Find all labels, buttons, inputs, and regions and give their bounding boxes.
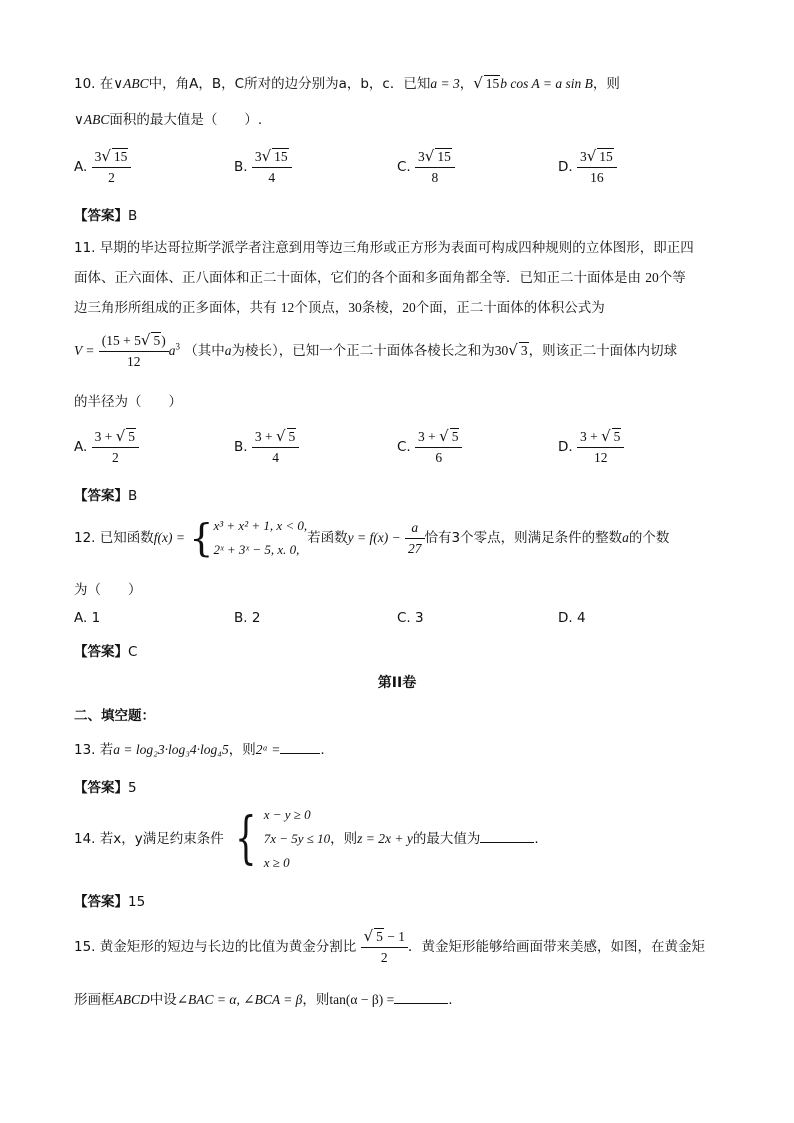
q12-case: x³ + x² + 1, x < 0, (213, 518, 308, 533)
q13-text: . (320, 742, 325, 758)
q13-expression: a = log₂3·log₃4·log₄5 (113, 742, 229, 757)
q14-constraint: x − y ≥ 0 (263, 807, 311, 822)
q12-line1 (74, 514, 669, 562)
q11-text: 边三角形所组成的正多面体，共有 (74, 300, 277, 316)
q11-text: 个面，正二十面体的体积公式为 (415, 300, 605, 316)
q11-text: 条棱， (361, 300, 403, 316)
q11-variable: a (224, 343, 232, 358)
q12-variable: a (622, 530, 629, 545)
option-fraction: $\frac{3√ 15}{8}$ (415, 146, 455, 188)
q15-text: 中设 (149, 992, 177, 1008)
q10-answer (74, 204, 137, 224)
q12-option-c[interactable]: C. 3 (397, 610, 424, 626)
q11-option-a[interactable] (74, 426, 139, 468)
answer-value: B (128, 488, 138, 504)
option-label: B. (234, 159, 248, 175)
q10-condition: a = 3 (430, 76, 460, 91)
q11-text: 为棱长），已知一个正二十面体各棱长之和为 (231, 343, 495, 359)
option-fraction: $\frac{3√ 15}{2}$ (92, 146, 132, 188)
q11-line2 (74, 266, 686, 286)
q12-text: 为（ ） (74, 582, 142, 598)
answer-value: 5 (128, 780, 137, 796)
q12-function: f(x) = (153, 530, 185, 545)
option-label: B. (234, 439, 248, 455)
q11-text: 的半径为（ ） (74, 394, 182, 410)
q14-answer (74, 890, 145, 910)
sqrt-icon: √ (508, 341, 518, 359)
q15-text: ，则 (302, 992, 330, 1008)
q10-text: 在 (99, 76, 114, 92)
sqrt-icon: √ (473, 74, 483, 92)
q12-text: 若函数 (307, 530, 348, 546)
q12-fraction: $\frac{a}{27}$ (405, 518, 425, 559)
option-fraction: $\frac{3 + √ 5}{6}$ (415, 426, 462, 468)
q15-text: 形画框 (74, 992, 115, 1008)
q11-line3 (74, 296, 605, 316)
option-fraction: $\frac{3√ 15}{4}$ (252, 146, 292, 188)
q10-line1 (74, 72, 620, 92)
option-label: A. (74, 439, 88, 455)
answer-blank[interactable] (480, 830, 534, 843)
q15-line2 (74, 988, 452, 1008)
left-brace-icon: { (235, 806, 257, 871)
option-fraction: $\frac{3 + √ 5}{4}$ (252, 426, 299, 468)
q10-triangle: ∨ABC (113, 76, 149, 91)
q10-text: 面积的最大值是（ ）. (109, 112, 263, 128)
q14-number: 14. (74, 831, 96, 847)
q11-number-value: 20 (402, 300, 416, 315)
answer-tag: 【答案】 (74, 208, 128, 224)
q13-text: 若 (99, 742, 114, 758)
q14-text: . (534, 831, 539, 847)
answer-tag: 【答案】 (74, 488, 128, 504)
q10-condition: b cos A = a sin B (500, 76, 593, 91)
q11-answer (74, 484, 137, 504)
q13-number: 13. (74, 742, 96, 758)
answer-blank[interactable] (394, 991, 448, 1004)
q12-answer (74, 640, 137, 660)
q11-text: 个顶点， (294, 300, 349, 316)
answer-tag: 【答案】 (74, 894, 128, 910)
q14-constraint: 7x − 5y ≤ 10 (263, 831, 331, 846)
q15-text: . (448, 992, 453, 1008)
golden-ratio-fraction: $\frac{√ 5 - 1}{2}$ (361, 926, 408, 968)
volume-formula: V = (74, 343, 95, 358)
q12-case: 2ˣ + 3ˣ − 5, x. 0, (213, 542, 300, 557)
volume-fraction: $\frac{(15 + 5√ 5)}{12}$ (99, 330, 169, 372)
q12-text: 恰有3个零点，则满足条件的整数 (424, 530, 623, 546)
answer-value: C (128, 644, 138, 660)
option-label: D. (558, 159, 573, 175)
q14-text: 的最大值为 (412, 831, 481, 847)
q12-option-b[interactable]: B. 2 (234, 610, 261, 626)
q12-piecewise (213, 514, 307, 562)
option-fraction: $\frac{3 + √ 5}{12}$ (577, 426, 624, 468)
q12-line2 (74, 578, 142, 598)
q14-text: 若x，y满足约束条件 (99, 831, 224, 847)
left-brace-icon: { (189, 516, 214, 560)
q11-formula-line (74, 330, 677, 372)
q13-expression: 2ᵃ = (255, 742, 281, 757)
q14-text: ，则 (330, 831, 358, 847)
q11-sum: 30 (494, 343, 509, 358)
section-title: 第II卷 (377, 675, 417, 691)
q15-number: 15. (74, 939, 96, 955)
q12-option-d[interactable]: D. 4 (558, 610, 586, 626)
answer-value: 15 (128, 894, 146, 910)
q11-option-b[interactable] (234, 426, 299, 468)
option-label: C. (397, 159, 411, 175)
q13-text: ，则 (228, 742, 256, 758)
q10-option-a[interactable] (74, 146, 131, 188)
q10-number: 10. (74, 76, 96, 92)
option-label: D. (558, 439, 573, 455)
option-label: C. (397, 439, 411, 455)
q11-number-value: 12 (280, 300, 295, 315)
q11-number-value: 20 (645, 270, 659, 285)
q10-triangle: ∨ABC (74, 112, 110, 127)
q11-option-c[interactable] (397, 426, 462, 468)
q12-text: 的个数 (628, 530, 670, 546)
q10-option-b[interactable] (234, 146, 292, 188)
q13-answer (74, 776, 137, 796)
answer-tag: 【答案】 (74, 644, 128, 660)
q10-line2 (74, 108, 262, 128)
q10-radicand: 15 (485, 76, 500, 91)
q11-text: 个等 (658, 270, 686, 286)
q14-expression: z = 2x + y (357, 831, 413, 846)
q10-text: 中，角A，B，C所对的边分别为a，b，c．已知 (148, 76, 431, 92)
volume-variable: a (168, 343, 176, 358)
q14-constraint: x ≥ 0 (263, 855, 290, 870)
answer-blank[interactable] (280, 741, 320, 754)
q12-function: y = f(x) − (347, 530, 401, 545)
q11-line1 (74, 236, 694, 256)
q10-option-d[interactable] (558, 146, 617, 188)
q10-option-c[interactable] (397, 146, 455, 188)
q10-text: ，则 (592, 76, 620, 92)
q15-expression: tan(α − β) = (329, 992, 395, 1007)
q12-text: 已知函数 (99, 530, 154, 546)
answer-tag: 【答案】 (74, 780, 128, 796)
q11-text: （其中 (184, 343, 225, 359)
option-fraction: $\frac{3√ 15}{16}$ (577, 146, 617, 188)
q11-number: 11. (74, 240, 96, 256)
q10-sep: ， (459, 76, 474, 92)
q14-line (74, 803, 539, 875)
q15-angles: ∠BAC = α, ∠BCA = β (176, 992, 303, 1007)
q13-line (74, 738, 325, 758)
section-heading: 二、填空题： (74, 708, 155, 724)
q11-line5 (74, 390, 182, 410)
q12-number: 12. (74, 530, 96, 546)
option-fraction: $\frac{3 + √ 5}{2}$ (92, 426, 139, 468)
q15-rectangle: ABCD (114, 992, 150, 1007)
q15-line1 (74, 926, 705, 968)
q12-option-a[interactable]: A. 1 (74, 610, 101, 626)
q14-constraints (264, 803, 330, 875)
q11-text: ，则该正二十面体内切球 (528, 343, 678, 359)
q15-text: 黄金矩形的短边与长边的比值为黄金分割比 (99, 939, 357, 955)
option-label: A. (74, 159, 88, 175)
volume-exponent: 3 (175, 341, 180, 352)
q11-text: 早期的毕达哥拉斯学派学者注意到用等边三角形或正方形为表面可构成四种规则的立体图形，即正四 (99, 240, 694, 256)
q15-text: ．黄金矩形能够给画面带来美感，如图，在黄金矩 (408, 939, 706, 955)
answer-value: B (128, 208, 138, 224)
q11-sum-radicand: 3 (520, 343, 528, 358)
q11-number-value: 30 (348, 300, 362, 315)
q11-text: 面体、正六面体、正八面体和正二十面体，它们的各个面和多面角都全等．已知正二十面体是由 (74, 270, 641, 286)
q11-option-d[interactable] (558, 426, 624, 468)
